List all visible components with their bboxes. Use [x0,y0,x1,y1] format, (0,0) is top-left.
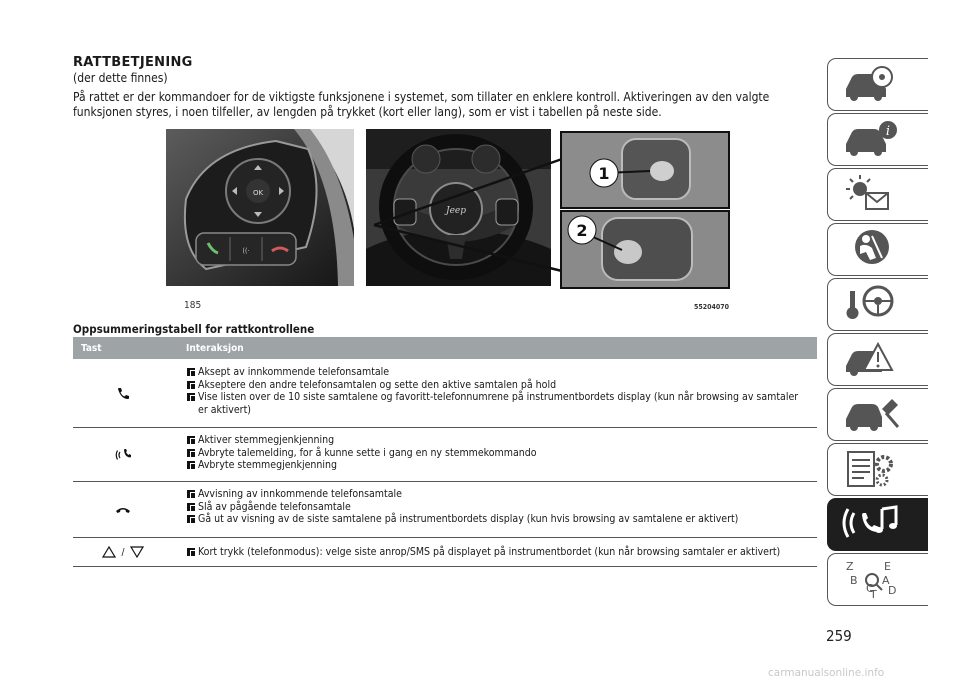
callout-1-label: 1 [598,164,610,183]
bullet-icon [187,393,195,401]
side-tab-dashboard[interactable] [827,58,928,111]
bullet-icon [187,381,195,389]
maintenance-icon [842,393,902,435]
arrow-up-icon [102,546,116,558]
watermark: carmanualsonline.info [768,667,885,679]
table-title: Oppsummeringstabell for rattkontrollene [73,322,315,336]
index-letter: T [870,588,877,600]
callout-2-label: 2 [576,221,588,240]
list-item: Akseptere den andre telefonsamtalen og sette den aktive samtalen på hold [186,379,809,392]
index-letter: E [884,560,891,573]
page-number: 259 [826,627,852,645]
list-item: Kort trykk (telefonmodus): velge siste anrop/SMS på displayet på instrumentbordet (kun når browsing samtaler er aktivert) [186,546,809,559]
intro-paragraph: På rattet er der kommandoer for de viktigste funksjonene i systemet, som tillater en enklere kontroll. Aktiveringen av den valgte funksjonen styres, i noen tilfeller, av lengden på trykket (kort eller lang), som er vist i tabellen på neste side. [73,90,770,119]
index-letter: B [850,574,858,587]
arrow-down-icon [130,546,144,558]
list-item: Vise listen over de 10 siste samtalene og favoritt-telefonnumrene på instrumentbordets display (kun når browsing av samtaler er aktivert) [186,391,809,416]
table-row [73,482,817,538]
key-cell [73,360,173,427]
multimedia-icon [842,503,902,545]
list-item: Avvisning av innkommende telefonsamtale [186,488,809,501]
index-icon [842,558,902,600]
section-subtitle: (der dette finnes) [73,71,168,85]
voice-command-icon [115,448,131,462]
index-letter: D [888,584,897,597]
list-item: Avbryte stemmegjenkjenning [186,459,809,472]
side-tab-warning-lights[interactable] [827,168,928,221]
bullet-icon [187,548,195,556]
bullet-icon [187,436,195,444]
side-tab-index[interactable] [827,553,928,606]
svg-text:i: i [885,124,891,139]
phone-hangup-icon [115,505,131,515]
list-item: Gå ut av visning av de siste samtalene på instrumentbordets display (kun hvis browsing av samtalene er aktivert) [186,513,809,526]
side-tab-maintenance[interactable] [827,388,928,441]
svg-text:((·: ((· [242,247,250,255]
side-tab-emergency[interactable] [827,333,928,386]
list-item: Avbryte talemelding, for å kunne sette i gang en ny stemmekommando [186,447,809,460]
table-row [73,538,817,567]
side-tab-starting-driving[interactable] [827,278,928,331]
bullet-icon [187,449,195,457]
key-separator: / [121,546,125,558]
index-letter: C [866,582,874,595]
side-tab-multimedia[interactable] [827,498,928,551]
side-tab-safety[interactable] [827,223,928,276]
list-item: Slå av pågående telefonsamtale [186,501,809,514]
bullet-icon [187,515,195,523]
warning-lights-message-icon [842,173,902,215]
ok-button-label: OK [252,189,264,197]
table-row [73,360,817,428]
technical-data-icon [842,448,902,490]
list-item: Aktiver stemmegjenkjenning [186,434,809,447]
starting-driving-icon [842,283,902,325]
table-row [73,428,817,482]
emergency-icon [842,338,902,380]
car-dashboard-icon [842,63,902,105]
bullet-icon [187,503,195,511]
car-info-icon [842,118,902,160]
header-key: Tast [81,343,102,354]
detail-photo-2 [560,210,730,289]
side-tab-car-info[interactable] [827,113,928,166]
phone-answer-icon [116,387,130,401]
bullet-icon [187,490,195,498]
key-cell [73,428,173,481]
side-tab-technical-data[interactable] [827,443,928,496]
table-header [73,337,817,359]
steering-controls-photo [166,129,354,286]
figure-code: 55204070 [694,303,730,311]
key-cell [73,538,173,566]
figure-number: 185 [184,300,202,311]
index-letter: Z [846,560,854,573]
detail-photo-1 [560,131,730,209]
header-action: Interaksjon [186,343,244,354]
index-letter: A [882,574,890,587]
list-item: Aksept av innkommende telefonsamtale [186,366,809,379]
airbag-seat-icon [842,228,902,270]
callout-lines [366,129,566,289]
bullet-icon [187,461,195,469]
brand-logo-text: Jeep [445,206,467,216]
section-heading: RATTBETJENING [73,55,193,70]
key-cell [73,482,173,537]
bullet-icon [187,368,195,376]
